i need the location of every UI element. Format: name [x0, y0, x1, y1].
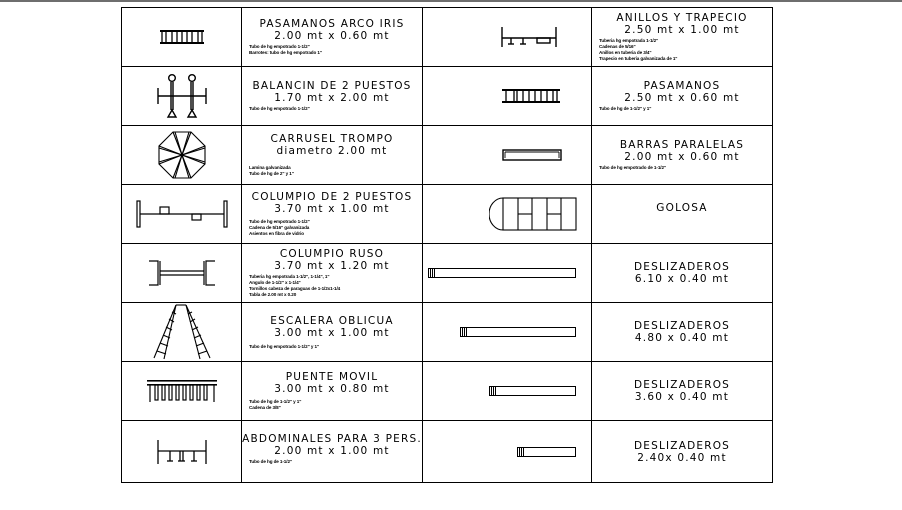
spec-note: Cadena de 5/16" galvanizada	[249, 225, 310, 231]
spec-note: Angulo de 1-1/2" x 1-1/4"	[249, 280, 301, 286]
equipment-description-cell	[242, 244, 423, 303]
playground-equipment-schedule	[121, 7, 773, 483]
equipment-dimensions: 2.50 mt x 0.60 mt	[624, 92, 740, 105]
equipment-title: PUENTE MOVIL	[285, 371, 379, 384]
equipment-drawing-cell	[423, 244, 592, 303]
equipment-description-cell	[592, 126, 773, 185]
spec-note: Anillos en tuberia de 3/4"	[599, 50, 652, 55]
spec-note: Tubo de hg empotrado de 1-1/2"	[599, 165, 666, 171]
sit-up-bench-3-person-icon	[157, 439, 207, 465]
equipment-description-cell	[592, 67, 773, 126]
equipment-title: DESLIZADEROS	[633, 439, 731, 452]
oblique-ladder-icon	[152, 304, 212, 360]
equipment-description-cell	[592, 244, 773, 303]
equipment-description-cell	[242, 67, 423, 126]
equipment-title: BALANCIN DE 2 PUESTOS	[252, 80, 412, 93]
equipment-drawing-cell	[122, 303, 242, 362]
equipment-drawing-cell	[423, 303, 592, 362]
equipment-title: DESLIZADEROS	[633, 379, 731, 391]
equipment-description-cell	[592, 185, 773, 244]
spec-note: Tubo de hg empotrado 1-1/2"	[249, 219, 310, 225]
equipment-dimensions: 2.50 mt x 1.00 mt	[624, 24, 740, 37]
equipment-drawing-cell	[122, 362, 242, 421]
rings-and-trapeze-icon	[501, 25, 557, 49]
equipment-description-cell	[592, 8, 773, 67]
equipment-drawing-cell	[122, 244, 242, 303]
table-row	[122, 421, 773, 483]
equipment-description-cell	[242, 303, 423, 362]
spec-note: Tubo de hg de 2" y 1"	[249, 171, 294, 176]
equipment-drawing-cell	[423, 185, 592, 244]
equipment-drawing-cell	[423, 126, 592, 185]
equipment-title: GOLOSA	[656, 202, 708, 214]
equipment-title: PASAMANOS	[643, 80, 721, 93]
spec-note: Tuberia hg empotrada 1-1/2"	[599, 38, 659, 44]
equipment-description-cell	[242, 185, 423, 244]
equipment-drawing-cell	[423, 421, 592, 483]
carousel-octagon-icon	[157, 130, 207, 180]
equipment-drawing-cell	[122, 67, 242, 126]
moving-bridge-icon	[147, 379, 217, 403]
slide-3-60-icon	[489, 386, 576, 396]
equipment-drawing-cell	[423, 8, 592, 67]
equipment-title: DESLIZADEROS	[633, 320, 731, 332]
table-row	[122, 244, 773, 303]
equipment-dimensions: 3.00 mt x 0.80 mt	[274, 383, 390, 396]
equipment-drawing-cell	[122, 421, 242, 483]
swing-2-seat-icon	[136, 200, 228, 228]
spec-note: Tornillos cabeza de paraguas de 1-1/2x1-1/4	[249, 286, 341, 291]
russian-swing-icon	[148, 260, 216, 286]
equipment-dimensions: 3.70 mt x 1.00 mt	[274, 203, 390, 216]
equipment-title: BARRAS PARALELAS	[619, 139, 745, 152]
equipment-dimensions: 2.40x 0.40 mt	[637, 451, 727, 464]
spec-note: Tabla de 2.00 mt x 0.20	[249, 291, 297, 297]
equipment-dimensions: 1.70 mt x 2.00 mt	[274, 92, 390, 105]
equipment-description-cell	[592, 421, 773, 483]
spec-note: Tubo de hg de 1-1/2" y 1"	[599, 106, 652, 112]
spec-note: Trapecio en tuberia galvanizada de 1"	[599, 55, 678, 61]
equipment-dimensions: 3.00 mt x 1.00 mt	[274, 326, 390, 339]
table-row	[122, 67, 773, 126]
equipment-title: DESLIZADEROS	[633, 261, 731, 273]
equipment-drawing-cell	[122, 8, 242, 67]
equipment-description-cell	[592, 303, 773, 362]
spec-note: Tubo de hg de 1-1/2"	[249, 458, 292, 464]
spec-note: Tubo de hg de 1-1/2" y 1"	[249, 399, 302, 405]
equipment-drawing-cell	[423, 362, 592, 421]
equipment-drawing-cell	[122, 185, 242, 244]
window-top-border	[0, 0, 902, 2]
slide-4-80-icon	[460, 327, 576, 337]
equipment-description-cell	[242, 362, 423, 421]
equipment-description-cell	[592, 362, 773, 421]
seesaw-2-seat-icon	[156, 74, 208, 118]
table-row	[122, 185, 773, 244]
equipment-title: CARRUSEL TROMPO	[270, 133, 394, 146]
rainbow-monkey-bars-icon	[160, 29, 204, 45]
parallel-bars-icon	[502, 149, 562, 161]
equipment-title: ANILLOS Y TRAPECIO	[616, 12, 748, 25]
equipment-dimensions: 2.00 mt x 1.00 mt	[274, 444, 390, 457]
equipment-dimensions: 2.00 mt x 0.60 mt	[624, 151, 740, 164]
equipment-dimensions: 3.60 x 0.40 mt	[634, 391, 730, 403]
spec-note: Cadenas de 5/16"	[599, 44, 636, 50]
equipment-title: COLUMPIO RUSO	[279, 248, 385, 261]
equipment-title: COLUMPIO DE 2 PUESTOS	[251, 191, 413, 204]
equipment-dimensions: 3.70 mt x 1.20 mt	[274, 260, 390, 273]
slide-2-40-icon	[517, 447, 576, 457]
table-row	[122, 126, 773, 185]
table-row	[122, 362, 773, 421]
spec-note: Tubo de hg empotrado 1-1/2"	[249, 44, 310, 50]
equipment-title: PASAMANOS ARCO IRIS	[259, 18, 405, 31]
spec-note: Tuberia hg empotrada 1-1/2", 1-1/4", 1"	[249, 274, 330, 280]
equipment-description-cell	[242, 126, 423, 185]
spec-note: Cadena de 3/8"	[249, 405, 281, 410]
equipment-dimensions: 6.10 x 0.40 mt	[634, 273, 730, 285]
spec-note: Lamina galvanizada	[249, 165, 291, 171]
equipment-dimensions: diametro 2.00 mt	[276, 145, 388, 158]
equipment-title: ABDOMINALES PARA 3 PERS.	[242, 432, 422, 445]
equipment-drawing-cell	[122, 126, 242, 185]
equipment-drawing-cell	[423, 67, 592, 126]
slide-6-10-icon	[428, 268, 576, 278]
hopscotch-icon	[489, 197, 577, 231]
equipment-title: ESCALERA OBLICUA	[270, 314, 394, 327]
spec-note: Tubo de hg empotrado 1-1/2"	[249, 106, 310, 112]
spec-note: Asientos en fibra de vidrio	[249, 230, 304, 236]
equipment-dimensions: 4.80 x 0.40 mt	[634, 332, 730, 344]
spec-note: Tubo de hg empotrado 1-1/2" y 1"	[249, 343, 319, 349]
monkey-bars-icon	[502, 89, 560, 103]
equipment-description-cell	[242, 421, 423, 483]
equipment-description-cell	[242, 8, 423, 67]
table-row	[122, 303, 773, 362]
table-row	[122, 8, 773, 67]
spec-note: Barrotes: tubo de hg empotrado 1"	[249, 50, 322, 55]
equipment-dimensions: 2.00 mt x 0.60 mt	[274, 30, 390, 43]
